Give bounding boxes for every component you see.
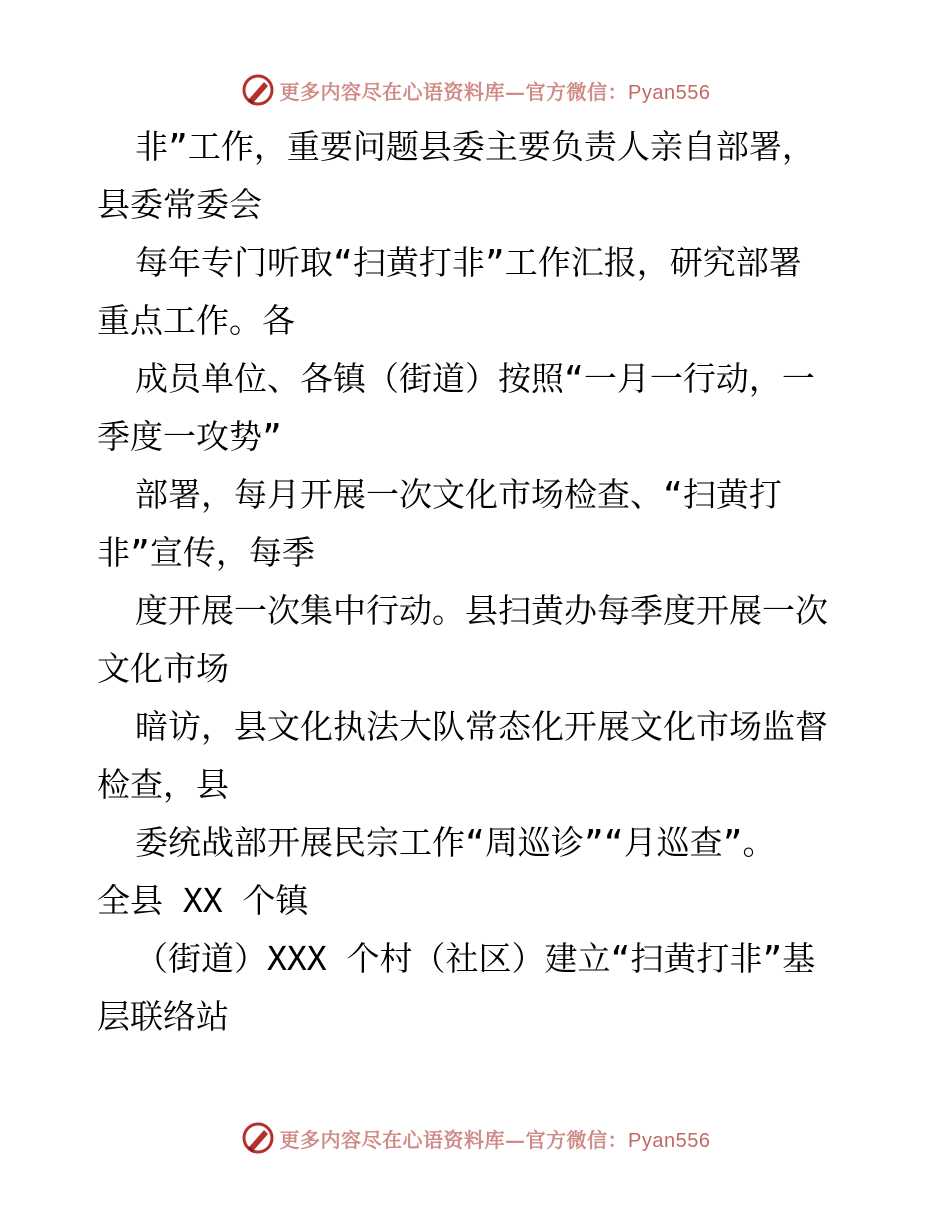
body-line: 文化市场 — [97, 649, 229, 688]
body-line: （街道）XXX 个村（社区）建立“扫黄打非”基 — [135, 939, 816, 978]
body-line: 委统战部开展民宗工作“周巡诊”“月巡查”。 — [135, 823, 776, 862]
body-line: 非”工作，重要问题县委主要负责人亲自部署， — [135, 127, 815, 166]
body-line: 季度一攻势” — [97, 417, 282, 456]
body-text — [97, 118, 857, 1046]
footer-banner[interactable] — [0, 1118, 950, 1158]
body-line: 重点工作。各 — [97, 301, 295, 340]
header-banner-text — [280, 76, 711, 105]
header-wechat-id: Pyan556 — [628, 81, 711, 104]
footer-banner-text — [280, 1124, 711, 1153]
body-line: 全县 XX 个镇 — [97, 881, 309, 920]
footer-banner-label: 更多内容尽在心语资料库—官方微信： — [279, 1127, 629, 1152]
body-line: 层联络站 — [97, 997, 229, 1036]
body-line: 县委常委会 — [97, 185, 262, 224]
body-line: 暗访，县文化执法大队常态化开展文化市场监督 — [135, 707, 828, 746]
header-banner[interactable] — [0, 70, 950, 110]
pen-logo-icon — [240, 1120, 276, 1156]
body-line: 成员单位、各镇（街道）按照“一月一行动，一 — [135, 359, 815, 398]
body-line: 检查，县 — [97, 765, 229, 804]
header-banner-label: 更多内容尽在心语资料库—官方微信： — [279, 79, 629, 104]
body-line: 度开展一次集中行动。县扫黄办每季度开展一次 — [135, 591, 828, 630]
body-line: 每年专门听取“扫黄打非”工作汇报，研究部署 — [135, 243, 802, 282]
pen-logo-icon — [240, 72, 276, 108]
footer-wechat-id: Pyan556 — [628, 1129, 711, 1152]
body-line: 部署，每月开展一次文化市场检查、“扫黄打 — [135, 475, 782, 514]
body-line: 非”宣传，每季 — [97, 533, 315, 572]
